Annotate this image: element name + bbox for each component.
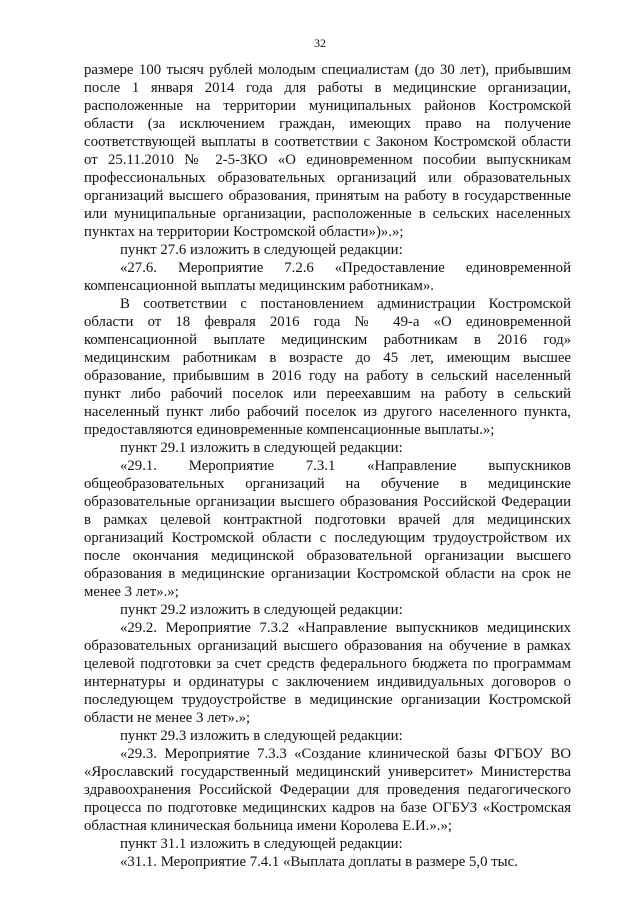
paragraph: размере 100 тысяч рублей молодым специалистам (до 30 лет), прибывшим после 1 января 2014 года для работы в медицинские организации, расположенные на территории муниципальных районов Костромской области (за исключением граждан, имеющих право на получение соответствующей выплаты в соответствии с Законом Костромской области от 25.11.2010 № 2-5-ЗКО «О единовременном пособии выпускникам профессиональных образовательных организаций или образовательных организаций высшего образования, принятым на работу в государственные или муниципальные организации, расположенные в сельских населенных пунктах на территории Костромской области»)».»; <box>84 62 571 240</box>
paragraph: «29.3. Мероприятие 7.3.3 «Создание клинической базы ФГБОУ ВО «Ярославский государственный медицинский университет» Министерства здравоохранения Российской Федерации для проведения педагогического процесса по подготовке медицинских кадров на базе ОГБУЗ «Костромская областная клиническая больница имени Королева Е.И.».»; <box>84 746 571 834</box>
paragraph: пункт 27.6 изложить в следующей редакции: <box>120 242 403 258</box>
paragraph: «29.1. Мероприятие 7.3.1 «Направление выпускников общеобразовательных организаций на обучение в медицинские образовательные организации высшего образования Российской Федерации в рамках целевой контрактной подготовки врачей для медицинских организаций Костромской области с последующим трудоустройством их после окончания медицинской образовательной организации высшего образования в медицинские организации Костромской области на срок не менее 3 лет».»; <box>84 458 571 600</box>
paragraph: «31.1. Мероприятие 7.4.1 «Выплата доплаты в размере 5,0 тыс. <box>120 854 518 870</box>
paragraph: «29.2. Мероприятие 7.3.2 «Направление выпускников медицинских образовательных организаций высшего образования на обучение в рамках целевой подготовки за счет средств федерального бюджета по программам интернатуры и ординатуры с заключением индивидуальных договоров о последующем трудоустройстве в медицинские организации Костромской области не менее 3 лет».»; <box>84 620 571 726</box>
page-number: 32 <box>314 36 326 50</box>
document-body <box>84 61 571 871</box>
paragraph: пункт 29.1 изложить в следующей редакции: <box>120 440 403 456</box>
paragraph: пункт 31.1 изложить в следующей редакции: <box>120 836 403 852</box>
paragraph: В соответствии с постановлением администрации Костромской области от 18 февраля 2016 года № 49-а «О единовременной компенсационной выплате медицинским работникам в 2016 год» медицинским работникам в возрасте до 45 лет, имеющим высшее образование, прибывшим в 2016 году на работу в сельский населенный пункт либо рабочий поселок или переехавшим на работу в сельский населенный пункт либо рабочий поселок из другого населенного пункта, предоставляются единовременные компенсационные выплаты.»; <box>84 296 571 438</box>
paragraph: «27.6. Мероприятие 7.2.6 «Предоставление единовременной компенсационной выплаты медицинским работникам». <box>84 260 571 294</box>
paragraph: пункт 29.3 изложить в следующей редакции: <box>120 728 403 744</box>
paragraph: пункт 29.2 изложить в следующей редакции: <box>120 602 403 618</box>
